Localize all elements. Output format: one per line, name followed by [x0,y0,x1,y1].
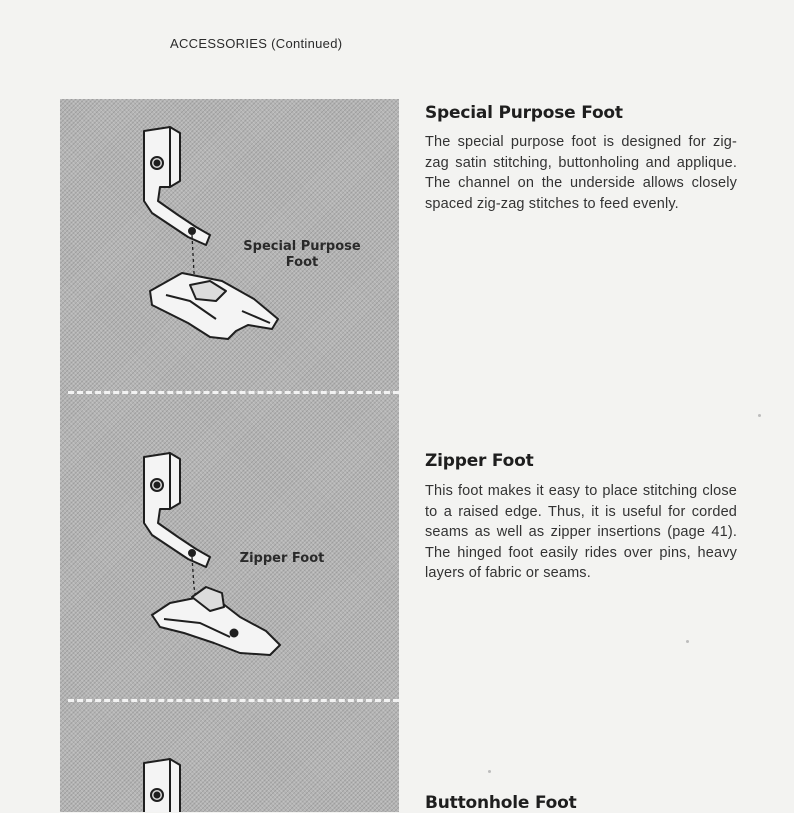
scan-speck [488,770,491,773]
illustration-panel [60,99,399,812]
zipper-foot-label [230,551,334,567]
header-title: ACCESSORIES [170,36,268,51]
special-purpose-foot-illustration [130,123,290,353]
special-purpose-foot-label [232,239,372,271]
illustration-divider [68,391,399,394]
scan-speck [758,414,761,417]
zipper-foot-title: Zipper Foot [425,451,534,471]
illustration-divider [68,699,399,702]
special-purpose-foot-title: Special Purpose Foot [425,103,623,123]
scan-speck [686,640,689,643]
special-purpose-foot-description: The special purpose foot is designed for zig-zag satin stitching, buttonholing and applique. The channel on the underside allows closely spaced zig-zag stitches to feed evenly. [425,134,737,212]
page-header [170,36,342,51]
special-purpose-label-line2: Foot [285,255,319,270]
special-purpose-label-line1: Special Purpose [243,239,361,254]
zipper-label-line1: Zipper Foot [239,551,325,566]
buttonhole-foot-illustration [130,753,290,812]
buttonhole-foot-title: Buttonhole Foot [425,793,577,813]
header-continued: (Continued) [271,36,343,51]
zipper-foot-description: This foot makes it easy to place stitching close to a raised edge. Thus, it is useful for corded seams as well as zipper insertions (page 41). The hinged foot easily rides over pins, heavy layers of fabric or seams. [425,483,737,581]
